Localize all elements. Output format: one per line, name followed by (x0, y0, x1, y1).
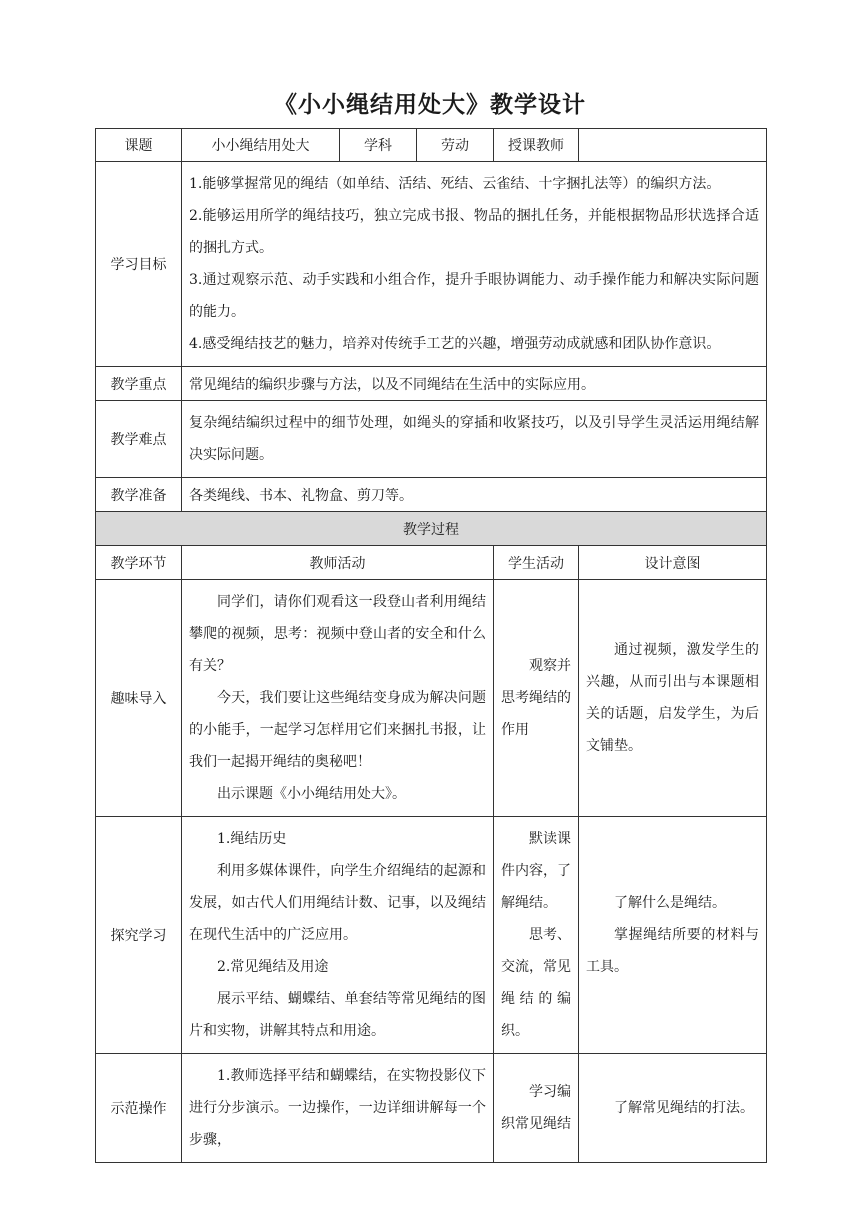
intent-paragraph: 了解什么是绳结。 (614, 895, 726, 911)
teacher-paragraph: 利用多媒体课件，向学生介绍绳结的起源和发展，如古代人们用绳结计数、记事，以及绳结在现代生活中的广泛应用。 (189, 863, 486, 943)
intent-paragraph: 掌握绳结所要的材料与工具。 (586, 927, 759, 975)
intent-paragraph: 了解常见绳结的打法。 (614, 1100, 754, 1116)
subject-label: 学科 (340, 129, 417, 162)
info-row (96, 129, 767, 162)
teacher-activity (182, 817, 494, 1054)
teacher-activity (182, 1054, 494, 1163)
process-heading-row (96, 512, 767, 546)
design-intent (579, 817, 767, 1054)
teacher-paragraph: 今天，我们要让这些绳结变身成为解决问题的小能手，一起学习怎样用它们来捆扎书报，让我们一起揭开绳结的奥秘吧！ (189, 690, 486, 770)
table-row (96, 1054, 767, 1163)
design-intent (579, 580, 767, 817)
intent-paragraph: 通过视频，激发学生的兴趣，从而引出与本课题相关的话题，启发学生，为后文铺垫。 (586, 642, 759, 754)
key-points-text: 常见绳结的编织步骤与方法，以及不同绳结在生活中的实际应用。 (182, 367, 767, 401)
teacher-paragraph: 1.教师选择平结和蝴蝶结，在实物投影仪下进行分步演示。一边操作，一边详细讲解每一个步骤， (189, 1068, 486, 1148)
objective-item: 1.能够掌握常见的绳结（如单结、活结、死结、云雀结、十字捆扎法等）的编织方法。 (189, 176, 721, 192)
student-paragraph: 学习编织常见绳结 (501, 1084, 571, 1132)
student-activity (494, 817, 579, 1054)
subject-value: 劳动 (417, 129, 494, 162)
table-row (96, 817, 767, 1054)
stage-label: 趣味导入 (96, 580, 182, 817)
teacher-paragraph: 同学们，请你们观看这一段登山者利用绳结攀爬的视频，思考：视频中登山者的安全和什么有关？ (189, 594, 486, 674)
teacher-paragraph: 出示课题《小小绳结用处大》。 (217, 786, 406, 802)
process-columns-row (96, 546, 767, 580)
stage-label: 探究学习 (96, 817, 182, 1054)
lesson-plan-table (95, 128, 767, 1163)
teacher-paragraph: 1.绳结历史 (217, 831, 287, 847)
objective-item: 2.能够运用所学的绳结技巧，独立完成书报、物品的捆扎任务，并能根据物品形状选择合适的捆扎方式。 (189, 208, 759, 256)
column-stage: 教学环节 (96, 546, 182, 580)
process-heading: 教学过程 (96, 512, 767, 546)
preparation-label: 教学准备 (96, 478, 182, 512)
teacher-label: 授课教师 (494, 129, 579, 162)
student-activity (494, 1054, 579, 1163)
key-points-row (96, 367, 767, 401)
teacher-activity (182, 580, 494, 817)
objectives-label: 学习目标 (96, 162, 182, 367)
student-paragraph: 观察并思考绳结的作用 (501, 658, 571, 738)
preparation-text: 各类绳线、书本、礼物盒、剪刀等。 (182, 478, 767, 512)
difficulties-text: 复杂绳结编织过程中的细节处理，如绳头的穿插和收紧技巧，以及引导学生灵活运用绳结解决实际问题。 (182, 401, 767, 478)
page-title: 《小小绳结用处大》教学设计 (274, 91, 586, 118)
student-activity (494, 580, 579, 817)
topic-label: 课题 (96, 129, 182, 162)
table-row (96, 580, 767, 817)
objectives-row (96, 162, 767, 367)
topic-value: 小小绳结用处大 (182, 129, 340, 162)
key-points-label: 教学重点 (96, 367, 182, 401)
difficulties-label: 教学难点 (96, 401, 182, 478)
difficulties-row (96, 401, 767, 478)
column-student: 学生活动 (494, 546, 579, 580)
column-teacher: 教师活动 (182, 546, 494, 580)
column-intent: 设计意图 (579, 546, 767, 580)
objective-item: 4.感受绳结技艺的魅力，培养对传统手工艺的兴趣，增强劳动成就感和团队协作意识。 (189, 336, 721, 352)
design-intent (579, 1054, 767, 1163)
student-paragraph: 思考、交流，常见绳结的编织。 (501, 927, 571, 1039)
objective-item: 3.通过观察示范、动手实践和小组合作，提升手眼协调能力、动手操作能力和解决实际问题的能力。 (189, 272, 759, 320)
stage-label: 示范操作 (96, 1054, 182, 1163)
student-paragraph: 默读课件内容，了解绳结。 (501, 831, 571, 911)
teacher-paragraph: 2.常见绳结及用途 (217, 959, 329, 975)
objectives-content (182, 162, 767, 367)
teacher-paragraph: 展示平结、蝴蝶结、单套结等常见绳结的图片和实物，讲解其特点和用途。 (189, 991, 486, 1039)
teacher-value (579, 129, 767, 162)
preparation-row (96, 478, 767, 512)
